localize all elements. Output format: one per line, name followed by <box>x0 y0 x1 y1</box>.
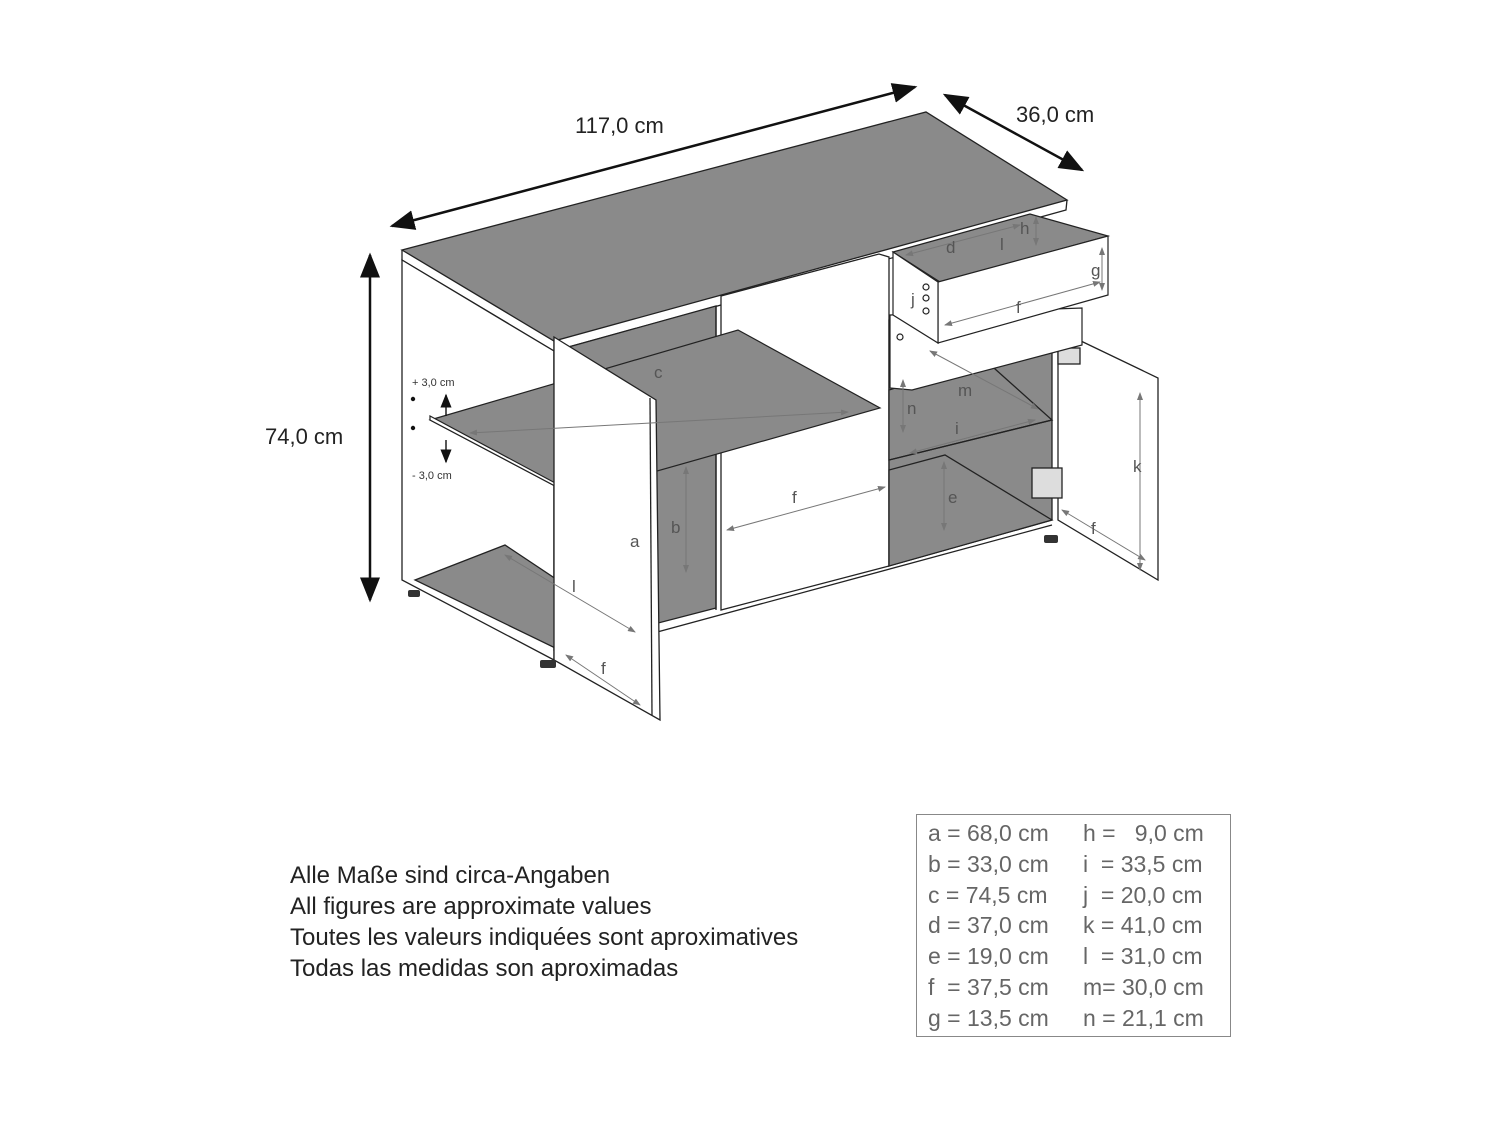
part-label-m: m <box>958 381 973 400</box>
part-label-i: i <box>955 419 959 438</box>
part-label-j: j <box>911 290 915 309</box>
part-label-n: n <box>907 399 917 418</box>
part-label-c: c <box>654 363 663 382</box>
disclaimer-notes <box>290 860 798 984</box>
part-label-e: e <box>948 488 958 507</box>
part-label-f-right: f <box>1091 519 1096 538</box>
hinge-icon <box>1032 468 1062 498</box>
note-german: Alle Maße sind circa-Angaben <box>290 862 611 889</box>
legend-row: a = 68,0 cm h = 9,0 cm <box>928 820 1204 846</box>
shelf-up-label: + 3,0 cm <box>412 377 455 389</box>
part-label-h: h <box>1020 219 1030 238</box>
part-label-l: l <box>572 577 576 596</box>
part-label-l-drawer: l <box>1000 235 1004 254</box>
shelf-down-label: - 3,0 cm <box>412 470 452 482</box>
part-label-a: a <box>630 532 640 551</box>
note-english: All figures are approximate values <box>290 893 652 920</box>
legend-row: b = 33,0 cm i = 33,5 cm <box>928 850 1203 877</box>
part-label-g: g <box>1091 261 1101 280</box>
width-label: 117,0 cm <box>575 113 664 138</box>
legend-row: f = 37,5 cm m= 30,0 cm <box>928 973 1204 1000</box>
part-label-f-drawer: f <box>1016 298 1021 317</box>
legend-row: d = 37,0 cm k = 41,0 cm <box>928 912 1203 939</box>
part-label-f-left: f <box>601 659 606 678</box>
legend-row: e = 19,0 cm l = 31,0 cm <box>928 943 1203 970</box>
part-label-d: d <box>946 238 956 257</box>
depth-label: 36,0 cm <box>1016 102 1095 127</box>
note-spanish: Todas las medidas son aproximadas <box>290 955 679 982</box>
measurements-legend <box>916 814 1231 1037</box>
left-door <box>554 337 660 720</box>
part-label-b: b <box>671 518 681 537</box>
height-label: 74,0 cm <box>265 424 344 449</box>
part-label-f-middle: f <box>792 488 797 507</box>
part-label-k: k <box>1133 457 1142 476</box>
note-french: Toutes les valeurs indiquées sont aproximatives <box>290 924 799 951</box>
legend-row: g = 13,5 cm n = 21,1 cm <box>928 1004 1204 1031</box>
legend-row: c = 74,5 cm j = 20,0 cm <box>928 881 1203 908</box>
